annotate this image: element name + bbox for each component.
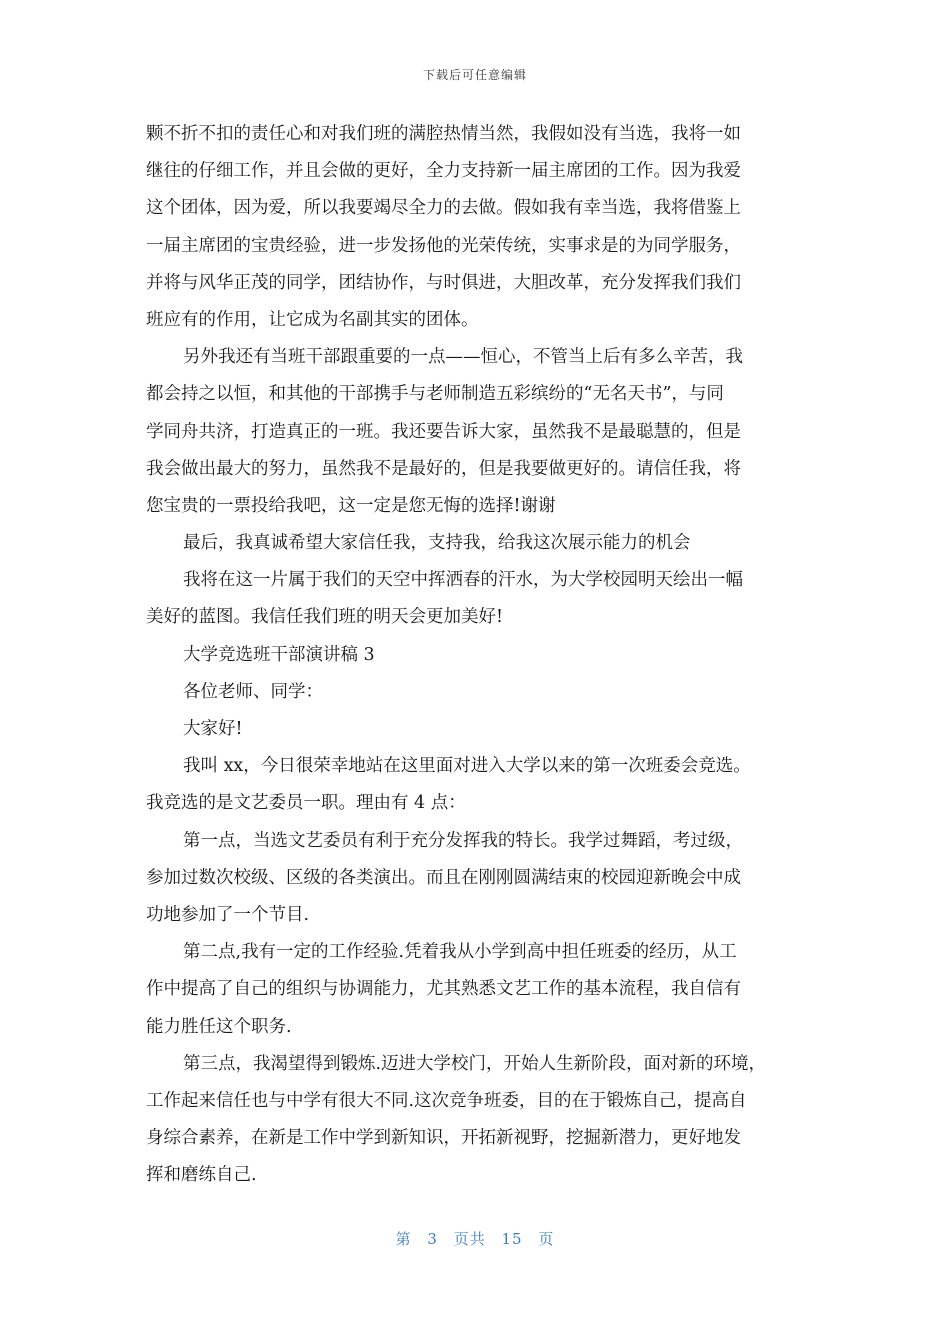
text-line: 美好的蓝图。我信任我们班的明天会更加美好!	[146, 607, 504, 628]
text-line: 大家好!	[183, 719, 243, 739]
text-line: 一届主席团的宝贵经验，进一步发扬他的光荣传统，实事求是的为同学服务，	[146, 235, 741, 256]
text-line: 这个团体，因为爱，所以我要竭尽全力的去做。假如我有幸当选，我将借鉴上	[146, 198, 741, 219]
text-line: 班应有的作用，让它成为名副其实的团体。	[146, 309, 479, 330]
text-line: 最后，我真诚希望大家信任我，支持我，给我这次展示能力的机会	[183, 533, 691, 554]
text-line: 我竞选的是文艺委员一职。理由有 4 点：	[146, 793, 466, 814]
text-line: 第三点，我渴望得到锻炼.迈进大学校门，开始人生新阶段，面对新的环境，	[183, 1053, 767, 1074]
page-header: 下载后可任意编辑	[422, 68, 527, 82]
text-line: 作中提高了自己的组织与协调能力，尤其熟悉文艺工作的基本流程，我自信有	[146, 979, 741, 1000]
text-line: 第一点，当选文艺委员有利于充分发挥我的特长。我学过舞蹈，考过级，	[183, 830, 743, 851]
text-line: 您宝贵的一票投给我吧，这一定是您无悔的选择!谢谢	[146, 495, 556, 516]
page-footer: 第 3 页共 15 页	[395, 1230, 555, 1248]
text-line: 挥和磨练自己.	[146, 1165, 257, 1186]
text-line: 能力胜任这个职务.	[146, 1016, 292, 1037]
text-line: 另外我还有当班干部跟重要的一点——恒心，不管当上后有多么辛苦，我	[183, 347, 743, 368]
text-line: 颗不折不扣的责任心和对我们班的满腔热情当然，我假如没有当选，我将一如	[146, 124, 741, 144]
text-line: 我会做出最大的努力，虽然我不是最好的，但是我要做更好的。请信任我，将	[146, 458, 741, 479]
text-line: 继往的仔细工作，并且会做的更好，全力支持新一届主席团的工作。因为我爱	[146, 161, 741, 182]
text-line: 各位老师、同学：	[183, 681, 323, 702]
text-line: 我将在这一片属于我们的天空中挥洒春的汗水，为大学校园明天绘出一幅	[183, 570, 743, 591]
text-line: 身综合素养，在新是工作中学到新知识，开拓新视野，挖掘新潜力，更好地发	[146, 1128, 741, 1149]
text-line: 工作起来信任也与中学有很大不同.这次竞争班委，目的在于锻炼自己，提高自	[146, 1090, 747, 1111]
text-line: 我叫 xx，今日很荣幸地站在这里面对进入大学以来的第一次班委会竞选。	[183, 756, 751, 777]
text-line: 第二点,我有一定的工作经验.凭着我从小学到高中担任班委的经历，从工	[183, 942, 737, 963]
text-line: 参加过数次校级、区级的各类演出。而且在刚刚圆满结束的校园迎新晚会中成	[146, 867, 741, 888]
text-line: 功地参加了一个节目.	[146, 904, 310, 925]
text-line: 都会持之以恒，和其他的干部携手与老师制造五彩缤纷的“无名天书”，与同	[146, 384, 724, 405]
document-body	[146, 116, 810, 1194]
text-line: 大学竞选班干部演讲稿 3	[183, 644, 375, 665]
text-line: 学同舟共济，打造真正的一班。我还要告诉大家，虽然我不是最聪慧的，但是	[146, 421, 741, 442]
text-line: 并将与风华正茂的同学，团结协作，与时俱进，大胆改革，充分发挥我们我们	[146, 272, 741, 293]
